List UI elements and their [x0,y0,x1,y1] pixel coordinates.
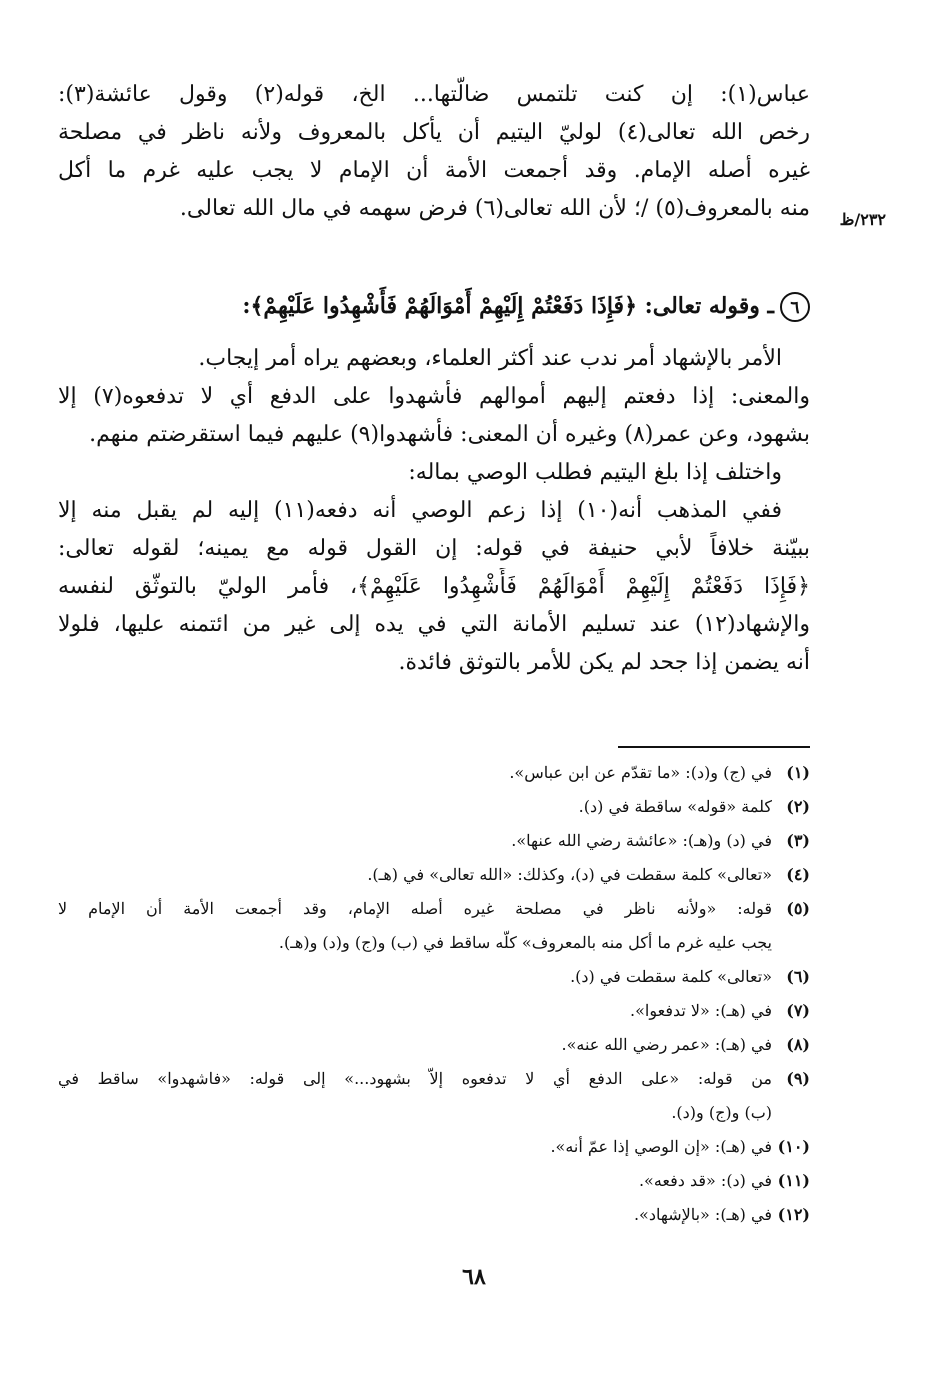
page-number: ٦٨ [462,1264,486,1290]
footnote [58,1164,810,1198]
footnote [58,756,810,790]
text-line: ببيّنة خلافاً لأبي حنيفة في قوله: إن القول قوله مع يمينه؛ لقوله تعالى: [58,536,810,561]
footnote-number: (٥) [786,899,810,918]
footnote-separator [618,746,810,748]
footnote-text: في (د) و(هـ): «عائشة رضي الله عنها». [511,831,772,850]
footnote [58,1130,810,1164]
footnote-text: في (هـ): «لا تدفعوا». [630,1001,772,1020]
footnote-text: كلمة «قوله» ساقطة في (د). [578,797,772,816]
footnote-number: (٢) [786,797,810,816]
text-line: منه بالمعروف(٥) /؛ لأن الله تعالى(٦) فرض سهمه في مال الله تعالى. [179,196,810,221]
footnote [58,790,810,824]
footnote [58,994,810,1028]
manuscript-folio-marker: ٢٣٢/ظ [839,210,886,229]
footnote [58,824,810,858]
section-heading-text: ـ وقوله تعالى: ﴿فَإِذَا دَفَعْتُمْ إِلَيْهِمْ أَمْوَالَهُمْ فَأَشْهِدُوا عَلَيْهِمْ﴾: [242,293,774,319]
footnote-text: (ب) و(ج) و(د). [671,1103,772,1122]
text-line: واختلف إذا بلغ اليتيم فطلب الوصي بماله: [408,460,782,485]
footnote-number: (١٢) [777,1205,810,1224]
section-heading [58,286,810,326]
text-line: غيره أصله الإمام. وقد أجمعت الأمة أن الإمام لا يجب عليه غرم ما أكل [58,158,810,183]
text-line: عباس(١): إن كنت تلتمس ضالّتها... الخ، قوله(٢) وقول عائشة(٣): [58,82,810,107]
footnote [58,1028,810,1062]
footnote [58,892,810,960]
footnote-text: من قوله: «على الدفع أي لا تدفعوه إلاّ بشهود...» إلى قوله: «فاشهدوا» ساقط في [58,1069,772,1088]
footnote-text: في (د): «قد دفعه». [638,1171,772,1190]
body-text [58,340,810,682]
footnote-text: في (هـ): «إن الوصي إذا عمّ أنه». [550,1137,772,1156]
footnote [58,960,810,994]
text-line: الأمر بالإشهاد أمر ندب عند أكثر العلماء، وبعضهم يراه أمر إيجاب. [198,346,782,371]
footnote [58,858,810,892]
footnote-number: (٤) [786,865,810,884]
footnote-text: «تعالى» كلمة سقطت في (د)، وكذلك: «الله تعالى» في (هـ). [367,865,772,884]
text-line: ففي المذهب أنه(١٠) إذا زعم الوصي أنه دفعه(١١) إليه لم يقبل منه إلا [58,498,782,523]
text-line: والمعنى: إذا دفعتم إليهم أموالهم فأشهدوا على الدفع أي لا تدفعوه(٧) إلا [58,384,810,409]
footnote-number: (٧) [786,1001,810,1020]
footnote [58,1198,810,1232]
footnotes [58,756,810,1232]
footnote-text: في (ج) و(د): «ما تقدّم عن ابن عباس». [509,763,772,782]
text-line: بشهود، وعن عمر(٨) وغيره أن المعنى: فأشهدوا(٩) عليهم فيما استقرضتم منهم. [89,422,810,447]
footnote-number: (٣) [786,831,810,850]
section-number-badge: ٦ [780,292,810,322]
text-line: والإشهاد(١٢) عند تسليم الأمانة التي في يده إلى غير من ائتمنه عليها، فلولا [58,612,810,637]
text-line: رخص الله تعالى(٤) لوليّ اليتيم أن يأكل بالمعروف ولأنه ناظر في مصلحة [58,120,810,145]
text-line: ﴿فَإِذَا دَفَعْتُمْ إِلَيْهِمْ أَمْوَالَهُمْ فَأَشْهِدُوا عَلَيْهِمْ﴾، فأمر الوليّ بالتوثّق لنفسه [58,574,810,599]
footnote-number: (١) [786,763,810,782]
footnote [58,1062,810,1130]
footnote-number: (١١) [777,1171,810,1190]
top-paragraph [58,76,810,228]
footnote-number: (٦) [786,967,810,986]
text-line: أنه يضمن إذا جحد لم يكن للأمر بالتوثق فائدة. [398,650,810,675]
footnote-text: قوله: «ولأنه ناظر في مصلحة غيره أصله الإمام، وقد أجمعت الأمة أن الإمام لا [58,899,772,918]
footnote-number: (١٠) [777,1137,810,1156]
footnote-text: في (هـ): «بالإشهاد». [633,1205,772,1224]
footnote-text: في (هـ): «عمر رضي الله عنه». [561,1035,772,1054]
footnote-number: (٨) [786,1035,810,1054]
footnote-number: (٩) [786,1069,810,1088]
footnote-text: «تعالى» كلمة سقطت في (د). [570,967,772,986]
footnote-text: يجب عليه غرم ما أكل منه بالمعروف» كلّه ساقط في (ب) و(ج) و(د) و(هـ). [278,933,772,952]
